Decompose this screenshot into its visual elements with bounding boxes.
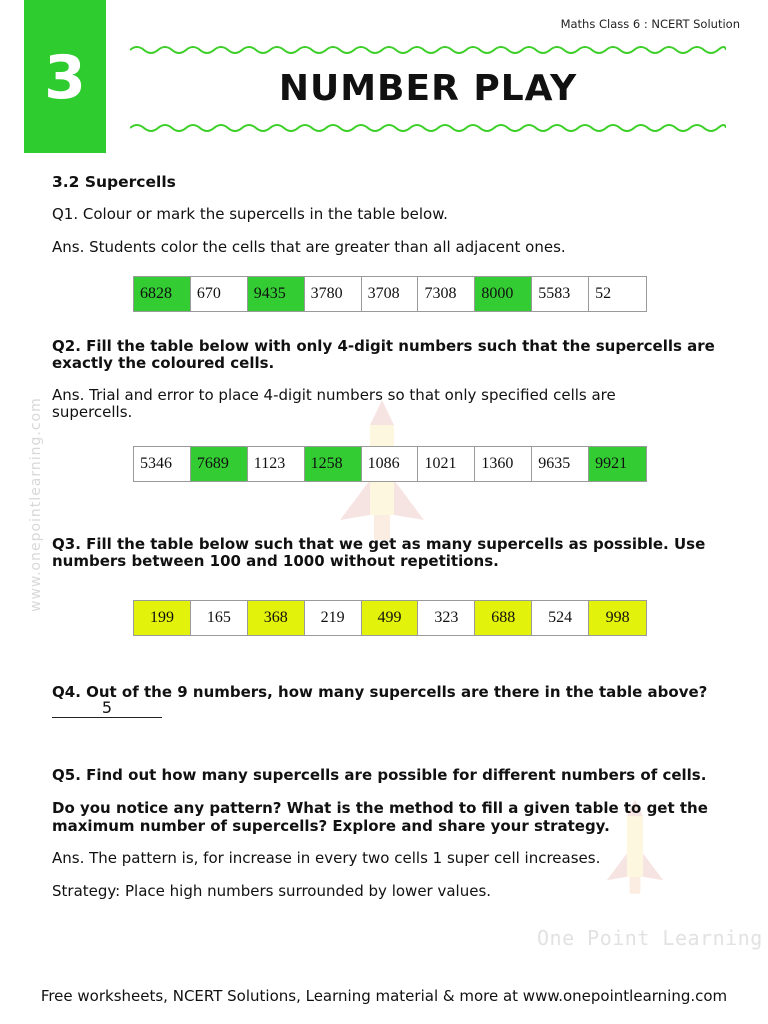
table-cell: 7308 — [418, 277, 475, 311]
q2-question-line1: Q2. Fill the table below with only 4-digit numbers such that the supercells are — [52, 337, 715, 355]
table-cell: 7689 — [191, 447, 248, 481]
header-note: Maths Class 6 : NCERT Solution — [560, 17, 740, 31]
q2-answer-line2: supercells. — [52, 403, 133, 421]
table-cell: 1123 — [248, 447, 305, 481]
watermark-brand: One Point Learning — [537, 926, 763, 950]
chapter-number: 3 — [44, 43, 86, 113]
footer: Free worksheets, NCERT Solutions, Learning material & more at www.onepointlearning.com — [40, 987, 728, 1005]
table-cell: 670 — [191, 277, 248, 311]
table-cell: 1021 — [418, 447, 475, 481]
table-cell: 3708 — [362, 277, 419, 311]
table-cell: 499 — [362, 601, 419, 635]
wave-divider-bottom — [130, 122, 726, 134]
q5-strategy: Strategy: Place high numbers surrounded by lower values. — [52, 882, 492, 900]
table-cell: 368 — [248, 601, 305, 635]
table-cell: 1086 — [362, 447, 419, 481]
q3-cell-table — [133, 600, 647, 636]
q2-cell-table — [133, 446, 647, 482]
watermark-url: www.onepointlearning.com — [28, 397, 44, 612]
table-cell: 219 — [305, 601, 362, 635]
table-cell: 199 — [134, 601, 191, 635]
table-cell: 524 — [532, 601, 589, 635]
q1-cell-table — [133, 276, 647, 312]
q4-answer: 5 — [101, 698, 113, 717]
table-cell: 9635 — [532, 447, 589, 481]
section-heading: 3.2 Supercells — [52, 173, 176, 191]
q5-answer: Ans. The pattern is, for increase in every two cells 1 super cell increases. — [52, 849, 601, 867]
table-cell: 5346 — [134, 447, 191, 481]
q3-question-line2: numbers between 100 and 1000 without repetitions. — [52, 552, 499, 570]
table-cell: 6828 — [134, 277, 191, 311]
q1-question: Q1. Colour or mark the supercells in the table below. — [52, 205, 448, 223]
table-cell: 9921 — [589, 447, 646, 481]
q2-question-line2: exactly the coloured cells. — [52, 354, 275, 372]
table-cell: 3780 — [305, 277, 362, 311]
table-cell: 5583 — [532, 277, 589, 311]
q1-answer: Ans. Students color the cells that are greater than all adjacent ones. — [52, 238, 566, 256]
q5-bold-line2: maximum number of supercells? Explore and share your strategy. — [52, 817, 610, 835]
q3-question-line1: Q3. Fill the table below such that we get as many supercells as possible. Use — [52, 535, 706, 553]
q4-answer-blank — [52, 698, 162, 718]
q2-answer-line1: Ans. Trial and error to place 4-digit numbers so that only specified cells are — [52, 386, 616, 404]
chapter-number-badge — [24, 0, 106, 153]
table-cell: 8000 — [475, 277, 532, 311]
page-title: NUMBER PLAY — [278, 68, 578, 109]
table-cell: 998 — [589, 601, 646, 635]
q5-bold-line1: Do you notice any pattern? What is the method to fill a given table to get the — [52, 799, 708, 817]
table-cell: 165 — [191, 601, 248, 635]
table-cell: 1360 — [475, 447, 532, 481]
table-cell: 9435 — [248, 277, 305, 311]
q5-question: Q5. Find out how many supercells are possible for different numbers of cells. — [52, 766, 707, 784]
table-cell: 688 — [475, 601, 532, 635]
table-cell: 52 — [589, 277, 646, 311]
table-cell: 1258 — [305, 447, 362, 481]
table-cell: 323 — [418, 601, 475, 635]
wave-divider-top — [130, 44, 726, 56]
q4-question: Q4. Out of the 9 numbers, how many supercells are there in the table above? — [52, 683, 708, 701]
